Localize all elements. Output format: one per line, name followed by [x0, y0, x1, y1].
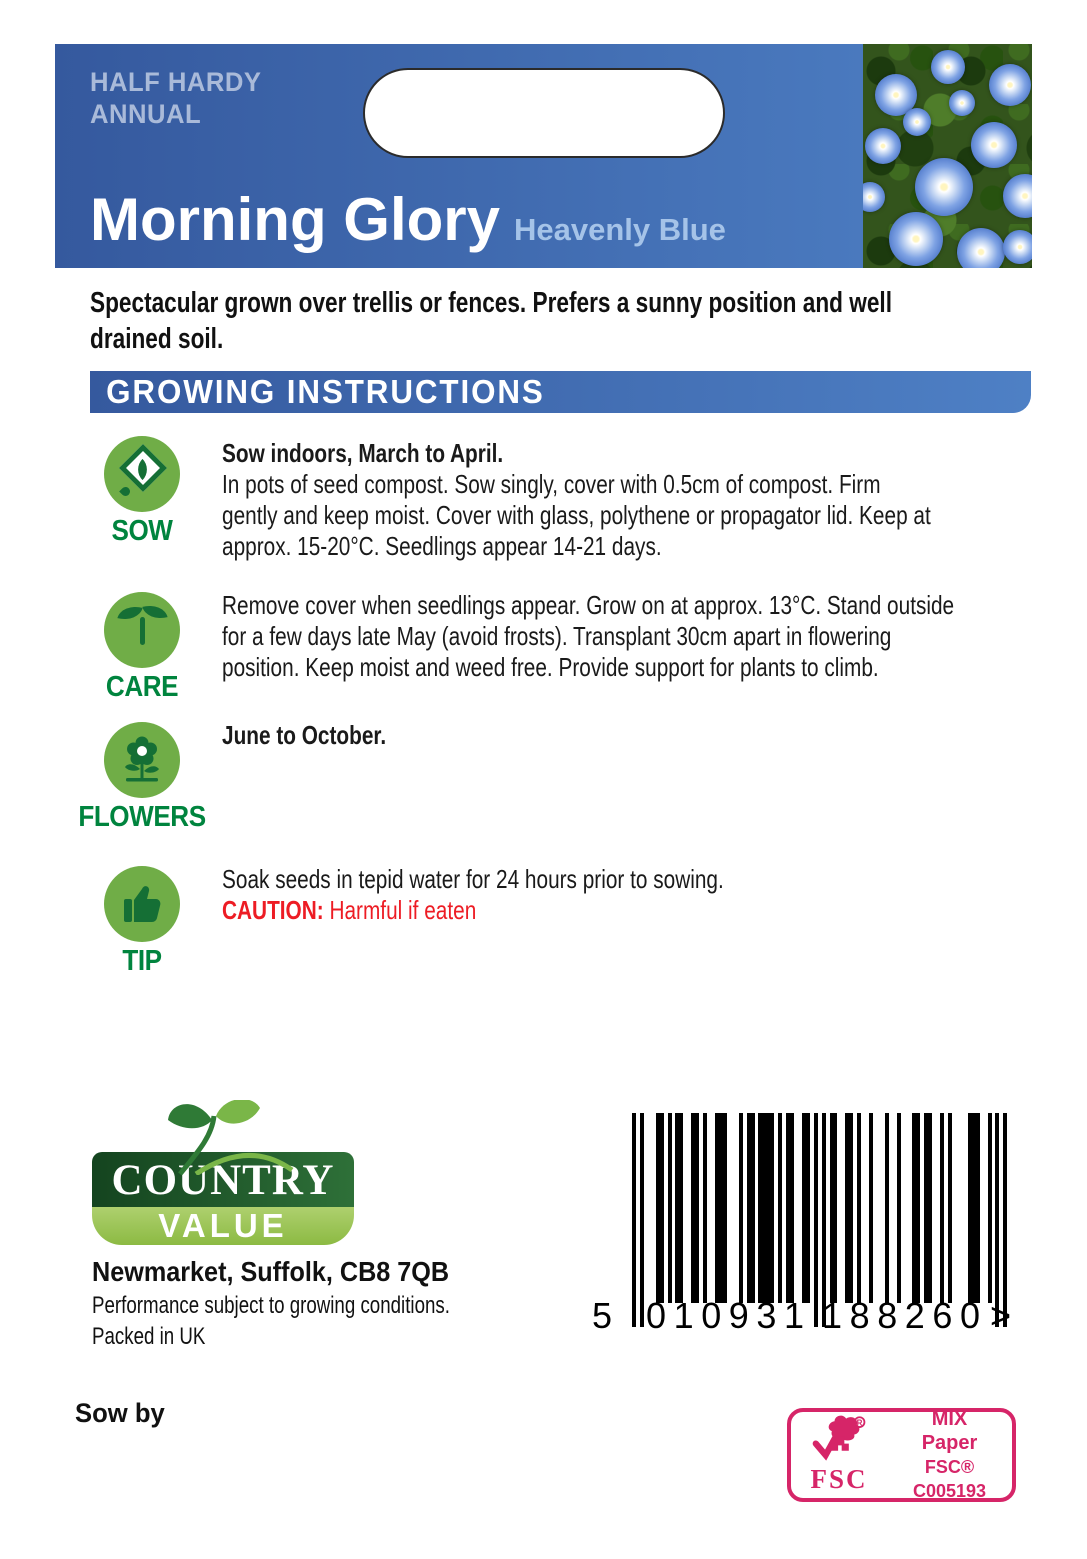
seedling-leaf	[117, 603, 142, 624]
brand-name-bottom: VALUE	[92, 1207, 354, 1245]
growing-instructions-label: GROWING INSTRUCTIONS	[106, 373, 545, 410]
fsc-license: FSC® C005193	[912, 1457, 987, 1501]
description-line: drained soil.	[90, 323, 224, 355]
caution-label: CAUTION:	[222, 895, 324, 925]
performance-note: Performance subject to growing conditions.	[92, 1292, 450, 1319]
caution-line	[222, 895, 724, 926]
sow-label: SOW	[111, 515, 173, 547]
sow-line: In pots of seed compost. Sow singly, cover with 0.5cm of compost. Firm	[222, 469, 881, 499]
seedling-icon	[104, 592, 180, 668]
sow-heading: Sow indoors, March to April.	[222, 438, 504, 468]
flowers-icon-column	[67, 722, 217, 834]
brand-address: Newmarket, Suffolk, CB8 7QB	[92, 1256, 450, 1287]
flower-photo	[863, 44, 1032, 268]
thumbs-up-icon	[104, 866, 180, 942]
packet-title: Morning Glory	[90, 186, 500, 253]
growing-instructions-banner	[90, 371, 1031, 413]
barcode-lead-digit: 5	[592, 1295, 613, 1336]
flower-bloom	[903, 108, 931, 136]
fsc-paper-label: Paper	[921, 1432, 978, 1454]
variety-name: Heavenly Blue	[513, 212, 726, 247]
flower-bloom	[971, 122, 1017, 168]
plant-type-line: HALF HARDY	[90, 67, 262, 97]
tip-text	[222, 864, 849, 926]
care-line: Remove cover when seedlings appear. Grow on at approx. 13°C. Stand outside	[222, 590, 955, 620]
flower-bloom	[865, 128, 901, 164]
sow-icon-column	[67, 436, 217, 548]
flower-bloom	[889, 212, 943, 266]
care-icon-column	[67, 592, 217, 704]
barcode-group2: 1 8 8 2 6 0	[822, 1295, 980, 1336]
seed-drop	[119, 485, 132, 498]
description	[90, 285, 1087, 357]
sow-text	[222, 438, 1087, 562]
title-row	[90, 185, 726, 254]
brand-name-top: COUNTRY	[92, 1152, 354, 1207]
care-label: CARE	[105, 671, 179, 703]
fsc-tree-icon	[810, 1415, 868, 1465]
flower-bloom	[957, 228, 1005, 268]
description-line: Spectacular grown over trellis or fences. Prefers a sunny position and well	[90, 287, 892, 319]
plant-type-line: ANNUAL	[90, 99, 202, 129]
care-line: position. Keep moist and weed free. Provide support for plants to climb.	[222, 652, 879, 682]
barcode-group1: 0 1 0 9 3 1	[646, 1295, 804, 1336]
care-line: for a few days late May (avoid frosts). Transplant 30cm apart in flowering	[222, 621, 892, 651]
tip-icon-column	[67, 866, 217, 978]
fsc-labels	[887, 1407, 1012, 1503]
fsc-wordmark: FSC	[810, 1464, 868, 1494]
flower-bloom	[915, 158, 973, 216]
barcode	[590, 1113, 1020, 1345]
barcode-trailer: >	[990, 1295, 1012, 1336]
packed-note: Packed in UK	[92, 1323, 206, 1350]
flower-icon	[104, 722, 180, 798]
seedling-leaf	[142, 602, 167, 623]
fsc-certification-box	[787, 1408, 1016, 1502]
flower-bloom	[989, 64, 1031, 106]
flower-bloom	[931, 50, 965, 84]
flowers-text	[222, 720, 427, 751]
seedling-stem	[140, 617, 145, 645]
flower-bloom	[1003, 230, 1032, 264]
care-text	[222, 590, 1087, 683]
plant-type-label	[90, 66, 261, 130]
caution-text: Harmful if eaten	[323, 895, 477, 925]
thumbs-up-glyph	[122, 882, 162, 926]
svg-text:R: R	[856, 1418, 863, 1428]
flower-glyph	[120, 736, 164, 784]
sow-by-label: Sow by	[75, 1398, 165, 1428]
leaf-sprig-icon	[140, 1100, 310, 1175]
flower-bloom	[863, 182, 885, 212]
tip-label: TIP	[122, 945, 162, 977]
sow-line: gently and keep moist. Cover with glass, polythene or propagator lid. Keep at	[222, 500, 931, 530]
flower-bloom	[1003, 174, 1032, 218]
seed-packet-icon	[104, 436, 180, 512]
fsc-logo	[791, 1415, 887, 1495]
header-banner	[55, 44, 1032, 268]
fsc-mix-label: MIX	[931, 1408, 968, 1430]
flowers-heading: June to October.	[222, 720, 387, 750]
hang-hole-cutout	[363, 68, 725, 158]
flower-bloom	[949, 90, 975, 116]
tip-line: Soak seeds in tepid water for 24 hours prior to sowing.	[222, 864, 724, 894]
flowers-label: FLOWERS	[78, 801, 206, 833]
sow-line: approx. 15-20°C. Seedlings appear 14-21 days.	[222, 531, 662, 561]
brand-logo	[92, 1100, 354, 1246]
